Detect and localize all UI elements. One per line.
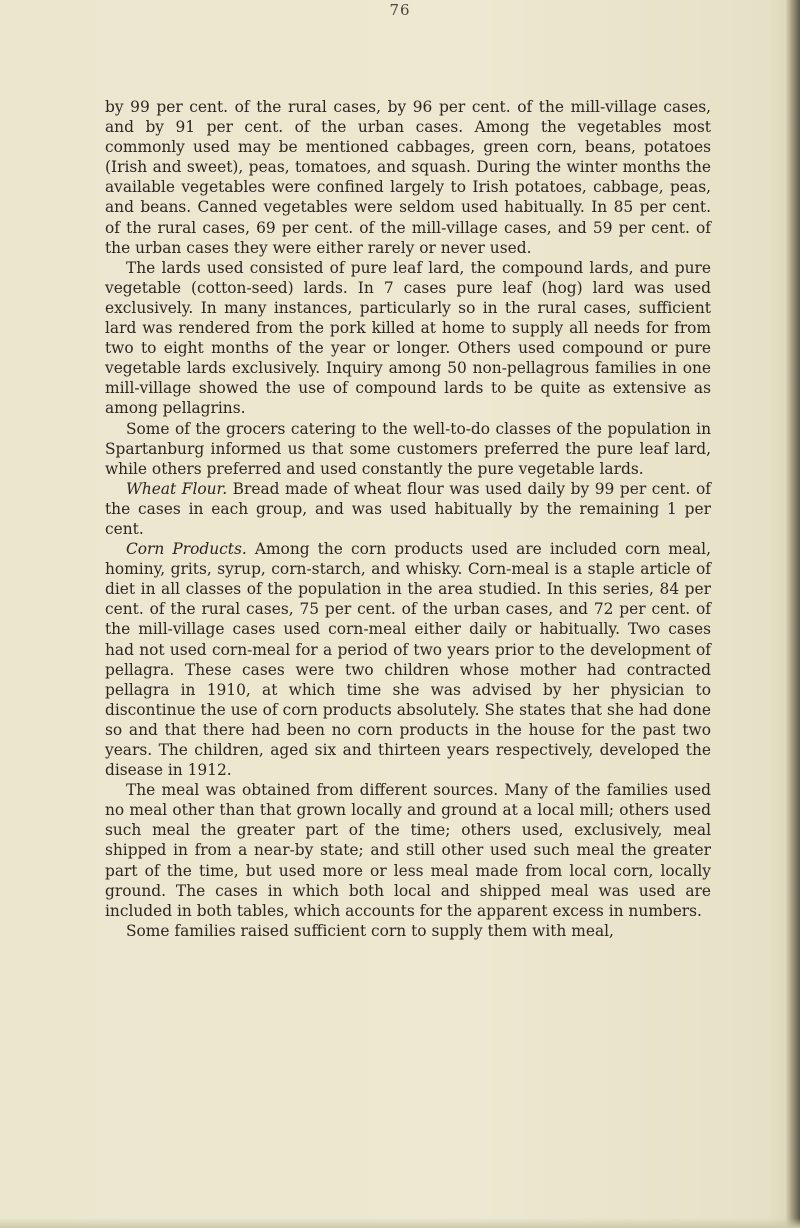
paragraph-text: by 99 per cent. of the rural cases, by 96 per cent. of the mill-village cases, and by 91 per cent. of the urban cases. Among the vegetables most commonly used may be mentioned cabbages, green corn, beans, potatoes (Irish and sweet), peas, tomatoes, and squash. During the winter months the available vegetables were confined largely to Irish potatoes, cabbage, peas, and beans. Canned vegetables were seldom used habitually. In 85 per cent. of the rural cases, 69 per cent. of the mill-village cases, and 59 per cent. of the urban cases they were either rarely or never used. — [105, 98, 711, 257]
paragraph-text: The meal was obtained from different sources. Many of the families used no meal other than that grown locally and ground at a local mill; others used such meal the greater part of the time; others used, exclusively, meal shipped in from a near-by state; and still other used such meal the greater part of the time, but used more or less meal made from local corn, locally ground. The cases in which both local and shipped meal was used are included in both tables, which accounts for the apparent excess in numbers. — [105, 781, 711, 920]
paragraph-lards — [105, 258, 711, 419]
paragraph-corn-products — [105, 539, 711, 780]
paragraph-text: Some of the grocers catering to the well-to-do classes of the population in Spartanburg informed us that some customers preferred the pure leaf lard, while others preferred and used constantly the pure vegetable lards. — [105, 419, 711, 478]
paragraph-families-corn — [105, 921, 711, 941]
paragraph-grocers — [105, 419, 711, 479]
page-bottom-edge — [0, 1218, 800, 1228]
paragraph-meal-sources — [105, 780, 711, 921]
paragraph-text: Among the corn products used are included corn meal, hominy, grits, syrup, corn-starch, and whisky. Corn-meal is a staple article of diet in all classes of the population in the area studied. In this series, 84 per cent. of the rural cases, 75 per cent. of the urban cases, and 72 per cent. of the mill-village cases used corn-meal either daily or habitually. Two cases had not used corn-meal for a period of two years prior to the development of pellagra. These cases were two children whose mother had contracted pellagra in 1910, at which time she was advised by her physician to discontinue the use of corn products absolutely. She states that she had done so and that there had been no corn products in the house for the past two years. The children, aged six and thirteen years respectively, developed the disease in 1912. — [105, 540, 711, 780]
paragraph-text: Bread made of wheat flour was used daily by 99 per cent. of the cases in each group, and was used habitually by the remaining 1 per cent. — [105, 479, 711, 538]
page-edge-shadow — [786, 0, 800, 1228]
paragraph-text: Some families raised sufficient corn to supply them with meal, — [126, 921, 614, 940]
paragraph-text: The lards used consisted of pure leaf lard, the compound lards, and pure vegetable (cotton-seed) lards. In 7 cases pure leaf (hog) lard was used exclusively. In many instances, particularly so in the rural cases, sufficient lard was rendered from the pork killed at home to supply all needs for from two to eight months of the year or longer. Others used compound or pure vegetable lards exclusively. Inquiry among 50 non-pellagrous families in one mill-village showed the use of compound lards to be quite as extensive as among pellagrins. — [105, 258, 711, 418]
body-text — [105, 97, 711, 941]
section-heading-wheat-flour: Wheat Flour. — [126, 479, 228, 498]
paragraph-wheat-flour — [105, 479, 711, 539]
section-heading-corn-products: Corn Products. — [126, 540, 247, 559]
paragraph-vegetables-cont — [105, 97, 711, 258]
page-number: 76 — [389, 1, 411, 19]
